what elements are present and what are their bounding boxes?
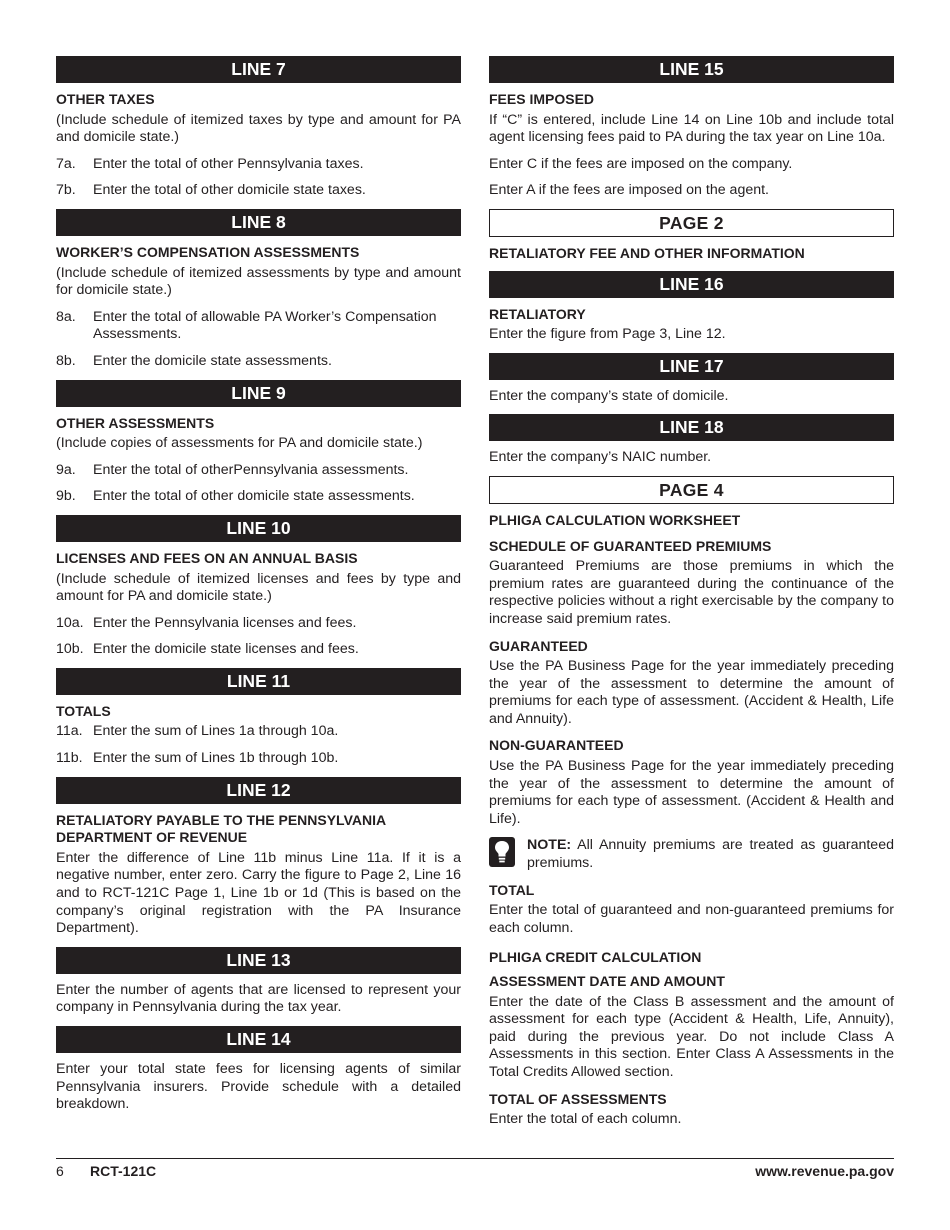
website-url: www.revenue.pa.gov	[755, 1163, 894, 1179]
list-item: 7a. Enter the total of other Pennsylvania taxes.	[56, 155, 364, 172]
line-8-intro: (Include schedule of itemized assessments by type and amount for domicile state.)	[56, 264, 461, 299]
page-2-box: PAGE 2	[489, 209, 894, 237]
line-10-heading: LICENSES AND FEES ON AN ANNUAL BASIS	[56, 549, 358, 566]
assessment-text: Enter the date of the Class B assessment and the amount of assessment for each type (Accident & Health, Life, Annuity), paid during the previous year. Do not include Class A Assessments in this section. Enter Class A Assessments in the Total Credits Allowed section.	[489, 993, 894, 1080]
line-7-heading: OTHER TAXES	[56, 91, 155, 107]
line-13-text: Enter the number of agents that are licensed to represent your company in Pennsylvania during the tax year.	[56, 981, 461, 1016]
page-2-heading: RETALIATORY FEE AND OTHER INFORMATION	[489, 244, 805, 261]
form-number: RCT-121C	[90, 1163, 157, 1179]
line-12-text: Enter the difference of Line 11b minus Line 11a. If it is a negative number, enter zero. Carry the figure to Page 2, Line 16 and to RCT-121C Page 1, Line 1b or 1d (This is based on the company’s original registration with the PA Insurance Department).	[56, 849, 461, 937]
lightbulb-icon	[489, 837, 515, 867]
line-16-heading: RETALIATORY	[489, 305, 586, 322]
line-17-bar: LINE 17	[489, 353, 894, 380]
line-15-text-3: Enter A if the fees are imposed on the agent.	[489, 182, 769, 199]
list-item: 11a. Enter the sum of Lines 1a through 10a.	[56, 723, 339, 740]
line-16-text: Enter the figure from Page 3, Line 12.	[489, 326, 726, 343]
line-15-text-2: Enter C if the fees are imposed on the company.	[489, 155, 793, 172]
line-9-heading: OTHER ASSESSMENTS	[56, 414, 215, 431]
non-guaranteed-heading: NON-GUARANTEED	[489, 737, 624, 754]
list-item: 10a. Enter the Pennsylvania licenses and fees.	[56, 614, 357, 631]
list-item: 9b. Enter the total of other domicile state assessments.	[56, 488, 415, 505]
line-15-bar: LINE 15	[489, 56, 894, 83]
note-label: NOTE:	[527, 837, 572, 854]
left-column	[56, 56, 461, 1123]
note-text: NOTE: All Annuity premiums are treated as guaranteed premiums.	[527, 837, 894, 872]
line-12-heading: RETALIATORY PAYABLE TO THE PENNSYLVANIA DEPARTMENT OF REVENUE	[56, 811, 386, 846]
total-assessments-heading: TOTAL OF ASSESSMENTS	[489, 1090, 667, 1107]
total-assessments-text: Enter the total of each column.	[489, 1111, 682, 1128]
list-item: 10b. Enter the domicile state licenses and fees.	[56, 641, 359, 658]
total-heading: TOTAL	[489, 881, 535, 898]
guaranteed-heading: GUARANTEED	[489, 637, 588, 654]
line-10-intro: (Include schedule of itemized licenses and fees by type and amount for PA and domicile state.)	[56, 570, 461, 605]
assessment-heading: ASSESSMENT DATE AND AMOUNT	[489, 973, 725, 989]
line-9-bar: LINE 9	[56, 380, 461, 407]
list-item: 9a. Enter the total of otherPennsylvania assessments.	[56, 461, 409, 478]
line-15-text-1: If “C” is entered, include Line 14 on Line 10b and include total agent licensing fees paid to PA during the tax year on Line 10a.	[489, 111, 894, 146]
line-18-text: Enter the company’s NAIC number.	[489, 449, 712, 466]
line-10-bar: LINE 10	[56, 515, 461, 542]
line-8-bar: LINE 8	[56, 209, 461, 236]
line-14-text: Enter your total state fees for licensing agents of similar Pennsylvania insurers. Provide schedule with a detailed breakdown.	[56, 1061, 461, 1113]
line-7-intro: (Include schedule of itemized taxes by type and amount for PA and domicile state.)	[56, 111, 461, 146]
guaranteed-text: Use the PA Business Page for the year immediately preceding the year of the assessment to determine the amount of premiums for each type of assessment. (Accident & Health, Life and Annuity).	[489, 658, 894, 727]
line-16-bar: LINE 16	[489, 271, 894, 298]
line-9-intro: (Include copies of assessments for PA and domicile state.)	[56, 435, 423, 452]
right-column	[489, 56, 894, 1138]
non-guaranteed-text: Use the PA Business Page for the year immediately preceding the year of the assessment to determine the amount of premiums for each type of assessment. (Accident & Health and Life).	[489, 758, 894, 827]
line-8-heading: WORKER’S COMPENSATION ASSESSMENTS	[56, 243, 360, 260]
schedule-heading: SCHEDULE OF GUARANTEED PREMIUMS	[489, 537, 772, 554]
list-item: 8a. Enter the total of allowable PA Worker’s Compensation Assessments.	[56, 308, 437, 343]
schedule-text: Guaranteed Premiums are those premiums in which the premium rates are guaranteed during the continuance of the respective policies without a right exercisable by the company to increase said premium rates.	[489, 558, 894, 627]
total-text: Enter the total of guaranteed and non-guaranteed premiums for each column.	[489, 902, 894, 936]
list-item: 7b. Enter the total of other domicile state taxes.	[56, 182, 366, 199]
line-12-bar: LINE 12	[56, 777, 461, 804]
credit-calculation-heading: PLHIGA CREDIT CALCULATION	[489, 949, 702, 966]
note-block	[489, 837, 894, 872]
line-18-bar: LINE 18	[489, 414, 894, 441]
list-item: 8b. Enter the domicile state assessments.	[56, 352, 332, 369]
list-item: 11b. Enter the sum of Lines 1b through 10b.	[56, 750, 339, 767]
line-11-bar: LINE 11	[56, 668, 461, 695]
page-4-heading: PLHIGA CALCULATION WORKSHEET	[489, 511, 741, 528]
page-4-box: PAGE 4	[489, 476, 894, 504]
line-14-bar: LINE 14	[56, 1026, 461, 1053]
page-number: 6	[56, 1163, 64, 1179]
line-15-heading: FEES IMPOSED	[489, 91, 595, 107]
line-17-text: Enter the company’s state of domicile.	[489, 387, 729, 404]
line-11-heading: TOTALS	[56, 702, 111, 719]
line-7-bar: LINE 7	[56, 56, 461, 83]
page-footer	[56, 1158, 894, 1181]
line-13-bar: LINE 13	[56, 947, 461, 974]
